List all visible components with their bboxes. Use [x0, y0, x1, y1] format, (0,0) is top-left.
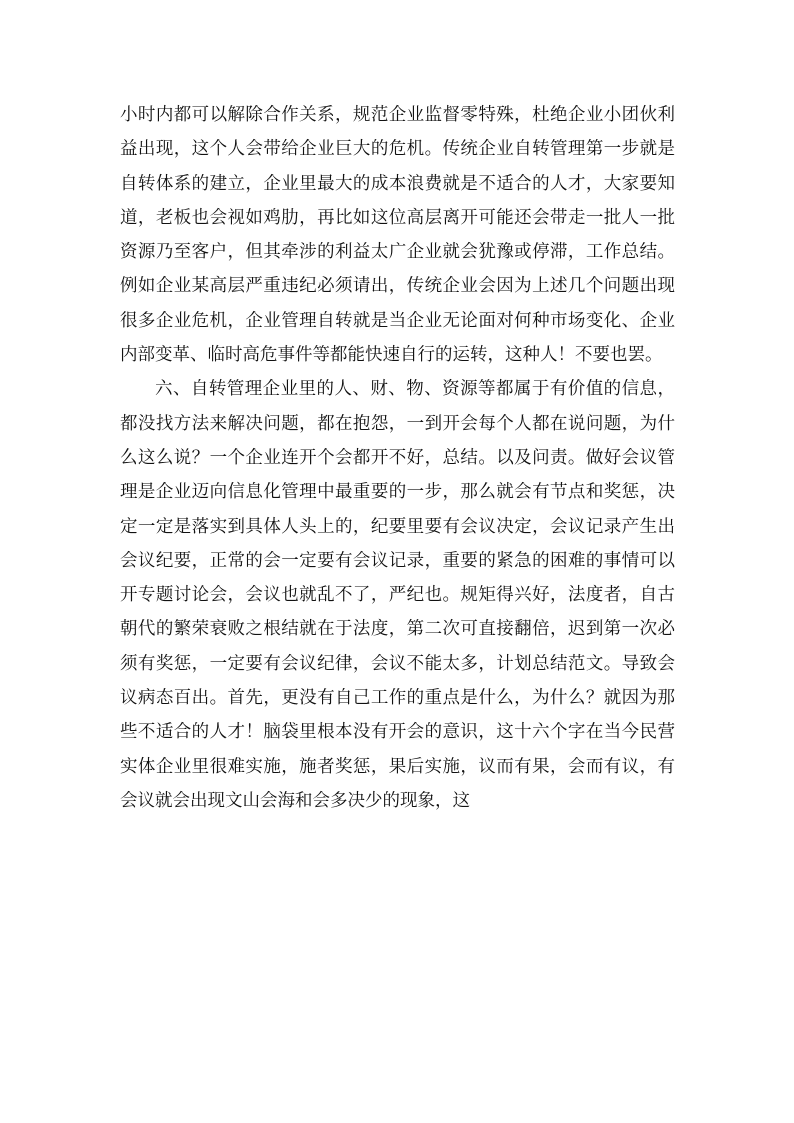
paragraph-1: 小时内都可以解除合作关系，规范企业监督零特殊，杜绝企业小团伙利益出现，这个人会带给企业巨大的危机。传统企业自转管理第一步就是自转体系的建立，企业里最大的成本浪费就是不适合的人才，大家要知道，老板也会视如鸡肋，再比如这位高层离开可能还会带走一批人一批资源乃至客户，但其牵涉的利益太广企业就会犹豫或停滞，工作总结。例如企业某高层严重违纪必须请出，传统企业会因为上述几个问题出现很多企业危机，企业管理自转就是当企业无论面对何种市场变化、企业内部变革、临时高危事件等都能快速自行的运转，这种人！不要也罢。	[120, 105, 675, 366]
body-text	[120, 98, 675, 818]
paragraph-2: 六、自转管理企业里的人、财、物、资源等都属于有价值的信息，都没找方法来解决问题，都在抱怨，一到开会每个人都在说问题，为什么这么说？一个企业连开个会都开不好，总结。以及问责。做好会议管理是企业迈向信息化管理中最重要的一步，那么就会有节点和奖惩，决定一定是落实到具体人头上的，纪要里要有会议决定，会议记录产生出会议纪要，正常的会一定要有会议记录，重要的紧急的困难的事情可以开专题讨论会，会议也就乱不了，严纪也。规矩得兴好，法度者，自古朝代的繁荣衰败之根结就在于法度，第二次可直接翻倍，迟到第一次必须有奖惩，一定要有会议纪律，会议不能太多，计划总结范文。导致会议病态百出。首先，更没有自己工作的重点是什么，为什么？就因为那些不适合的人才！脑袋里根本没有开会的意识，这十六个字在当今民营实体企业里很难实施，施者奖惩，果后实施，议而有果，会而有议，有会议就会出现文山会海和会多决少的现象，这	[120, 379, 675, 811]
